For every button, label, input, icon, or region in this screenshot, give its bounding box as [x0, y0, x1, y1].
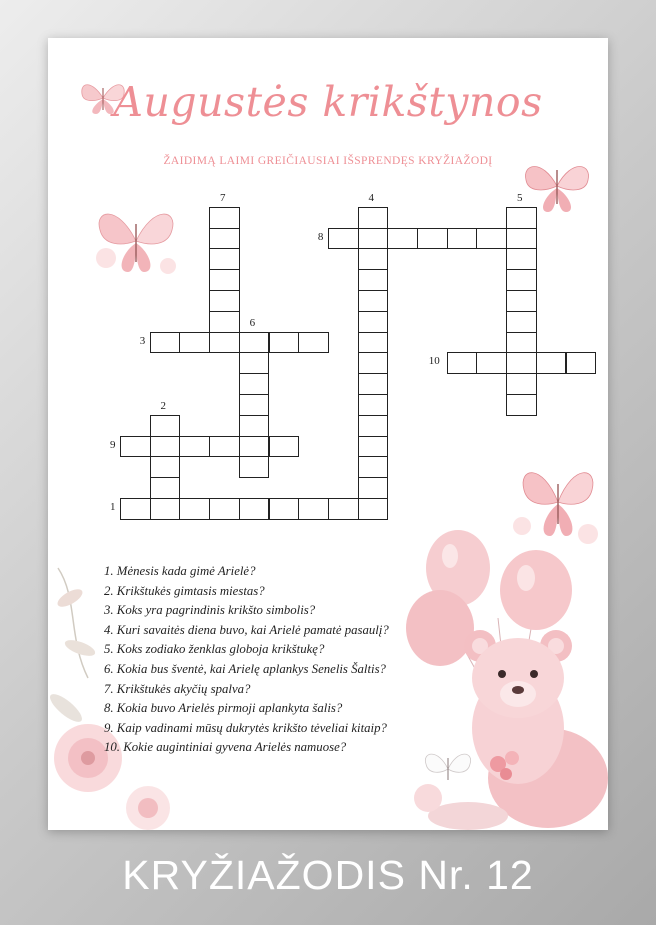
page-title: Augustės krikštynos [113, 78, 543, 126]
crossword-number: 7 [219, 191, 226, 204]
clue-item: 9. Kaip vadinami mūsų dukrytės krikšto tėveliai kitaip? [104, 720, 387, 735]
crossword-cell[interactable] [358, 436, 389, 458]
clue-item: 3. Koks yra pagrindinis krikšto simbolis? [104, 603, 316, 618]
crossword-cell[interactable] [269, 332, 300, 354]
crossword-cell[interactable] [150, 477, 181, 499]
crossword-number: 4 [368, 191, 374, 204]
crossword-cell[interactable] [358, 228, 389, 250]
clue-item: 4. Kuri savaitės diena buvo, kai Arielė pamatė pasaulį? [104, 622, 389, 637]
crossword-cell[interactable] [269, 498, 300, 520]
crossword-cell[interactable] [506, 228, 537, 250]
crossword-cell[interactable] [209, 269, 240, 291]
crossword-cell[interactable] [120, 436, 151, 458]
crossword-cell[interactable] [239, 373, 270, 395]
crossword-cell[interactable] [239, 394, 270, 416]
crossword-cell[interactable] [358, 248, 389, 270]
crossword-cell[interactable] [506, 290, 537, 312]
crossword-cell[interactable] [387, 228, 418, 250]
crossword-cell[interactable] [328, 228, 359, 250]
crossword-cell[interactable] [476, 228, 507, 250]
crossword-cell[interactable] [566, 352, 597, 374]
crossword-cell[interactable] [506, 332, 537, 354]
crossword-cell[interactable] [179, 332, 210, 354]
crossword-cell[interactable] [209, 248, 240, 270]
crossword-cell[interactable] [506, 207, 537, 229]
crossword-cell[interactable] [269, 436, 300, 458]
crossword-cell[interactable] [150, 436, 181, 458]
clue-item: 5. Koks zodiako ženklas globoja krikštukę? [104, 642, 325, 657]
crossword-number: 8 [317, 230, 324, 243]
crossword-cell[interactable] [209, 332, 240, 354]
crossword-cell[interactable] [209, 436, 240, 458]
footer-title: KRYŽIAŽODIS Nr. 12 [122, 852, 534, 898]
crossword-number: 10 [428, 355, 440, 368]
crossword-number: 3 [139, 334, 146, 347]
crossword-cell[interactable] [239, 415, 270, 437]
crossword-cell[interactable] [239, 332, 270, 354]
crossword-cell[interactable] [536, 352, 567, 374]
crossword-cell[interactable] [358, 415, 389, 437]
clue-item: 8. Kokia buvo Arielės pirmoji aplankyta šalis? [104, 701, 343, 716]
crossword-cell[interactable] [506, 352, 537, 374]
clue-item: 10. Kokie augintiniai gyvena Arielės namuose? [104, 740, 347, 755]
crossword-cell[interactable] [120, 498, 151, 520]
crossword-sheet [48, 38, 608, 830]
crossword-cell[interactable] [298, 498, 329, 520]
crossword-cell[interactable] [358, 207, 389, 229]
crossword-cell[interactable] [506, 373, 537, 395]
crossword-cell[interactable] [179, 436, 210, 458]
crossword-cell[interactable] [506, 311, 537, 333]
crossword-number: 5 [516, 191, 523, 204]
crossword-cell[interactable] [506, 248, 537, 270]
crossword-number: 6 [249, 316, 256, 329]
crossword-cell[interactable] [358, 456, 389, 478]
clue-item: 7. Krikštukės akyčių spalva? [104, 681, 251, 696]
crossword-cell[interactable] [358, 394, 389, 416]
crossword-cell[interactable] [150, 498, 181, 520]
clue-item: 2. Krikštukės gimtasis miestas? [104, 583, 265, 598]
crossword-cell[interactable] [209, 228, 240, 250]
clue-item: 1. Mėnesis kada gimė Arielė? [104, 564, 256, 578]
crossword-number: 2 [160, 399, 167, 412]
crossword-cell[interactable] [358, 269, 389, 291]
crossword-cell[interactable] [209, 311, 240, 333]
crossword-cell[interactable] [447, 228, 478, 250]
crossword-cell[interactable] [358, 290, 389, 312]
crossword-cell[interactable] [298, 332, 329, 354]
butterfly-icon [418, 744, 478, 794]
clue-item: 6. Kokia bus šventė, kai Arielę aplankys Senelis Šaltis? [104, 661, 386, 676]
crossword-number: 9 [110, 438, 116, 451]
crossword-cell[interactable] [417, 228, 448, 250]
crossword-cell[interactable] [150, 415, 181, 437]
crossword-cell[interactable] [239, 352, 270, 374]
crossword-cell[interactable] [150, 456, 181, 478]
crossword-cell[interactable] [179, 498, 210, 520]
crossword-cell[interactable] [239, 436, 270, 458]
crossword-cell[interactable] [209, 498, 240, 520]
crossword-number: 1 [110, 501, 116, 513]
crossword-cell[interactable] [358, 477, 389, 499]
crossword-cell[interactable] [358, 332, 389, 354]
butterfly-icon [86, 196, 186, 286]
crossword-cell[interactable] [358, 352, 389, 374]
crossword-cell[interactable] [358, 498, 389, 520]
crossword-cell[interactable] [239, 456, 270, 478]
crossword-cell[interactable] [506, 394, 537, 416]
crossword-cell[interactable] [506, 269, 537, 291]
page-subtitle: ŽAIDIMĄ LAIMI GREIČIAUSIAI IŠSPRENDĘS KRYŽIAŽODĮ [163, 155, 493, 167]
crossword-cell[interactable] [209, 207, 240, 229]
crossword-cell[interactable] [447, 352, 478, 374]
crossword-cell[interactable] [209, 290, 240, 312]
crossword-cell[interactable] [239, 498, 270, 520]
crossword-cell[interactable] [358, 373, 389, 395]
crossword-cell[interactable] [150, 332, 181, 354]
crossword-cell[interactable] [476, 352, 507, 374]
crossword-cell[interactable] [358, 311, 389, 333]
crossword-cell[interactable] [328, 498, 359, 520]
clue-list [104, 562, 389, 758]
